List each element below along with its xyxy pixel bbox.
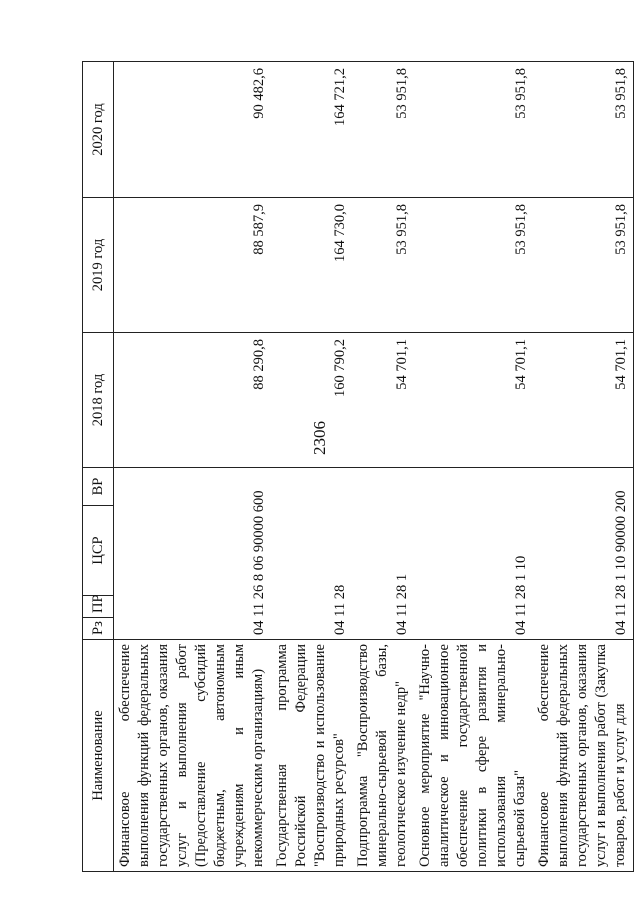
row-code: 04 11 26 8 06 90000 600: [114, 468, 272, 640]
table-row: [414, 62, 533, 872]
row-name: Финансовое обеспечение выполнения функций федеральных государственных органов, оказания услуг и выполнения работ (Закупка товаров, работ и услуг для: [533, 640, 634, 872]
row-value-2020: 53 951,8: [414, 62, 533, 198]
row-value-2018: 54 701,1: [352, 333, 414, 468]
row-code: 04 11 28 1: [352, 468, 414, 640]
header-rz: Рз: [83, 618, 114, 640]
budget-table: [82, 61, 634, 872]
row-value-2020: 90 482,6: [114, 62, 272, 198]
row-code: 04 11 28 1 10 90000 200: [533, 468, 634, 640]
row-value-2018: 54 701,1: [533, 333, 634, 468]
row-value-2020: 53 951,8: [352, 62, 414, 198]
rotated-budget-table-page: [82, 62, 629, 872]
row-value-2019: 53 951,8: [414, 198, 533, 333]
row-value-2019: 53 951,8: [352, 198, 414, 333]
table-row: [271, 62, 352, 872]
table-header-row: [83, 62, 114, 872]
row-value-2018: 54 701,1: [414, 333, 533, 468]
row-code: 04 11 28 1 10: [414, 468, 533, 640]
page-number: 2306: [310, 421, 329, 455]
header-2018: 2018 год: [83, 333, 114, 468]
row-code: 04 11 28: [271, 468, 352, 640]
header-pr: ПР: [83, 596, 114, 618]
row-value-2020: 53 951,8: [533, 62, 634, 198]
row-name: Основное мероприятие "Научно-аналитическое и инновационное обеспечение государственной политики в сфере развития и использования минерально-сырьевой базы": [414, 640, 533, 872]
table-row: [352, 62, 414, 872]
row-value-2019: 53 951,8: [533, 198, 634, 333]
row-value-2020: 164 721,2: [271, 62, 352, 198]
row-name: Государственная программа Российской Федерации "Воспроизводство и использование природных ресурсов": [271, 640, 352, 872]
table-row: [533, 62, 634, 872]
table-row: [114, 62, 272, 872]
row-name: Подпрограмма "Воспроизводство минерально-сырьевой базы, геологическое изучение недр": [352, 640, 414, 872]
row-name: Финансовое обеспечение выполнения функций федеральных государственных органов, оказания услуг и выполнения работ (Предоставление субсидий бюджетным, автономным учреждениям и иным некоммерческим организациям): [114, 640, 272, 872]
header-2020: 2020 год: [83, 62, 114, 198]
row-value-2019: 88 587,9: [114, 198, 272, 333]
header-2019: 2019 год: [83, 198, 114, 333]
header-name: Наименование: [83, 640, 114, 872]
row-value-2018: 88 290,8: [114, 333, 272, 468]
header-vr: ВР: [83, 468, 114, 506]
row-value-2018: 160 790,2: [271, 333, 352, 468]
header-csr: ЦСР: [83, 506, 114, 596]
row-value-2019: 164 730,0: [271, 198, 352, 333]
